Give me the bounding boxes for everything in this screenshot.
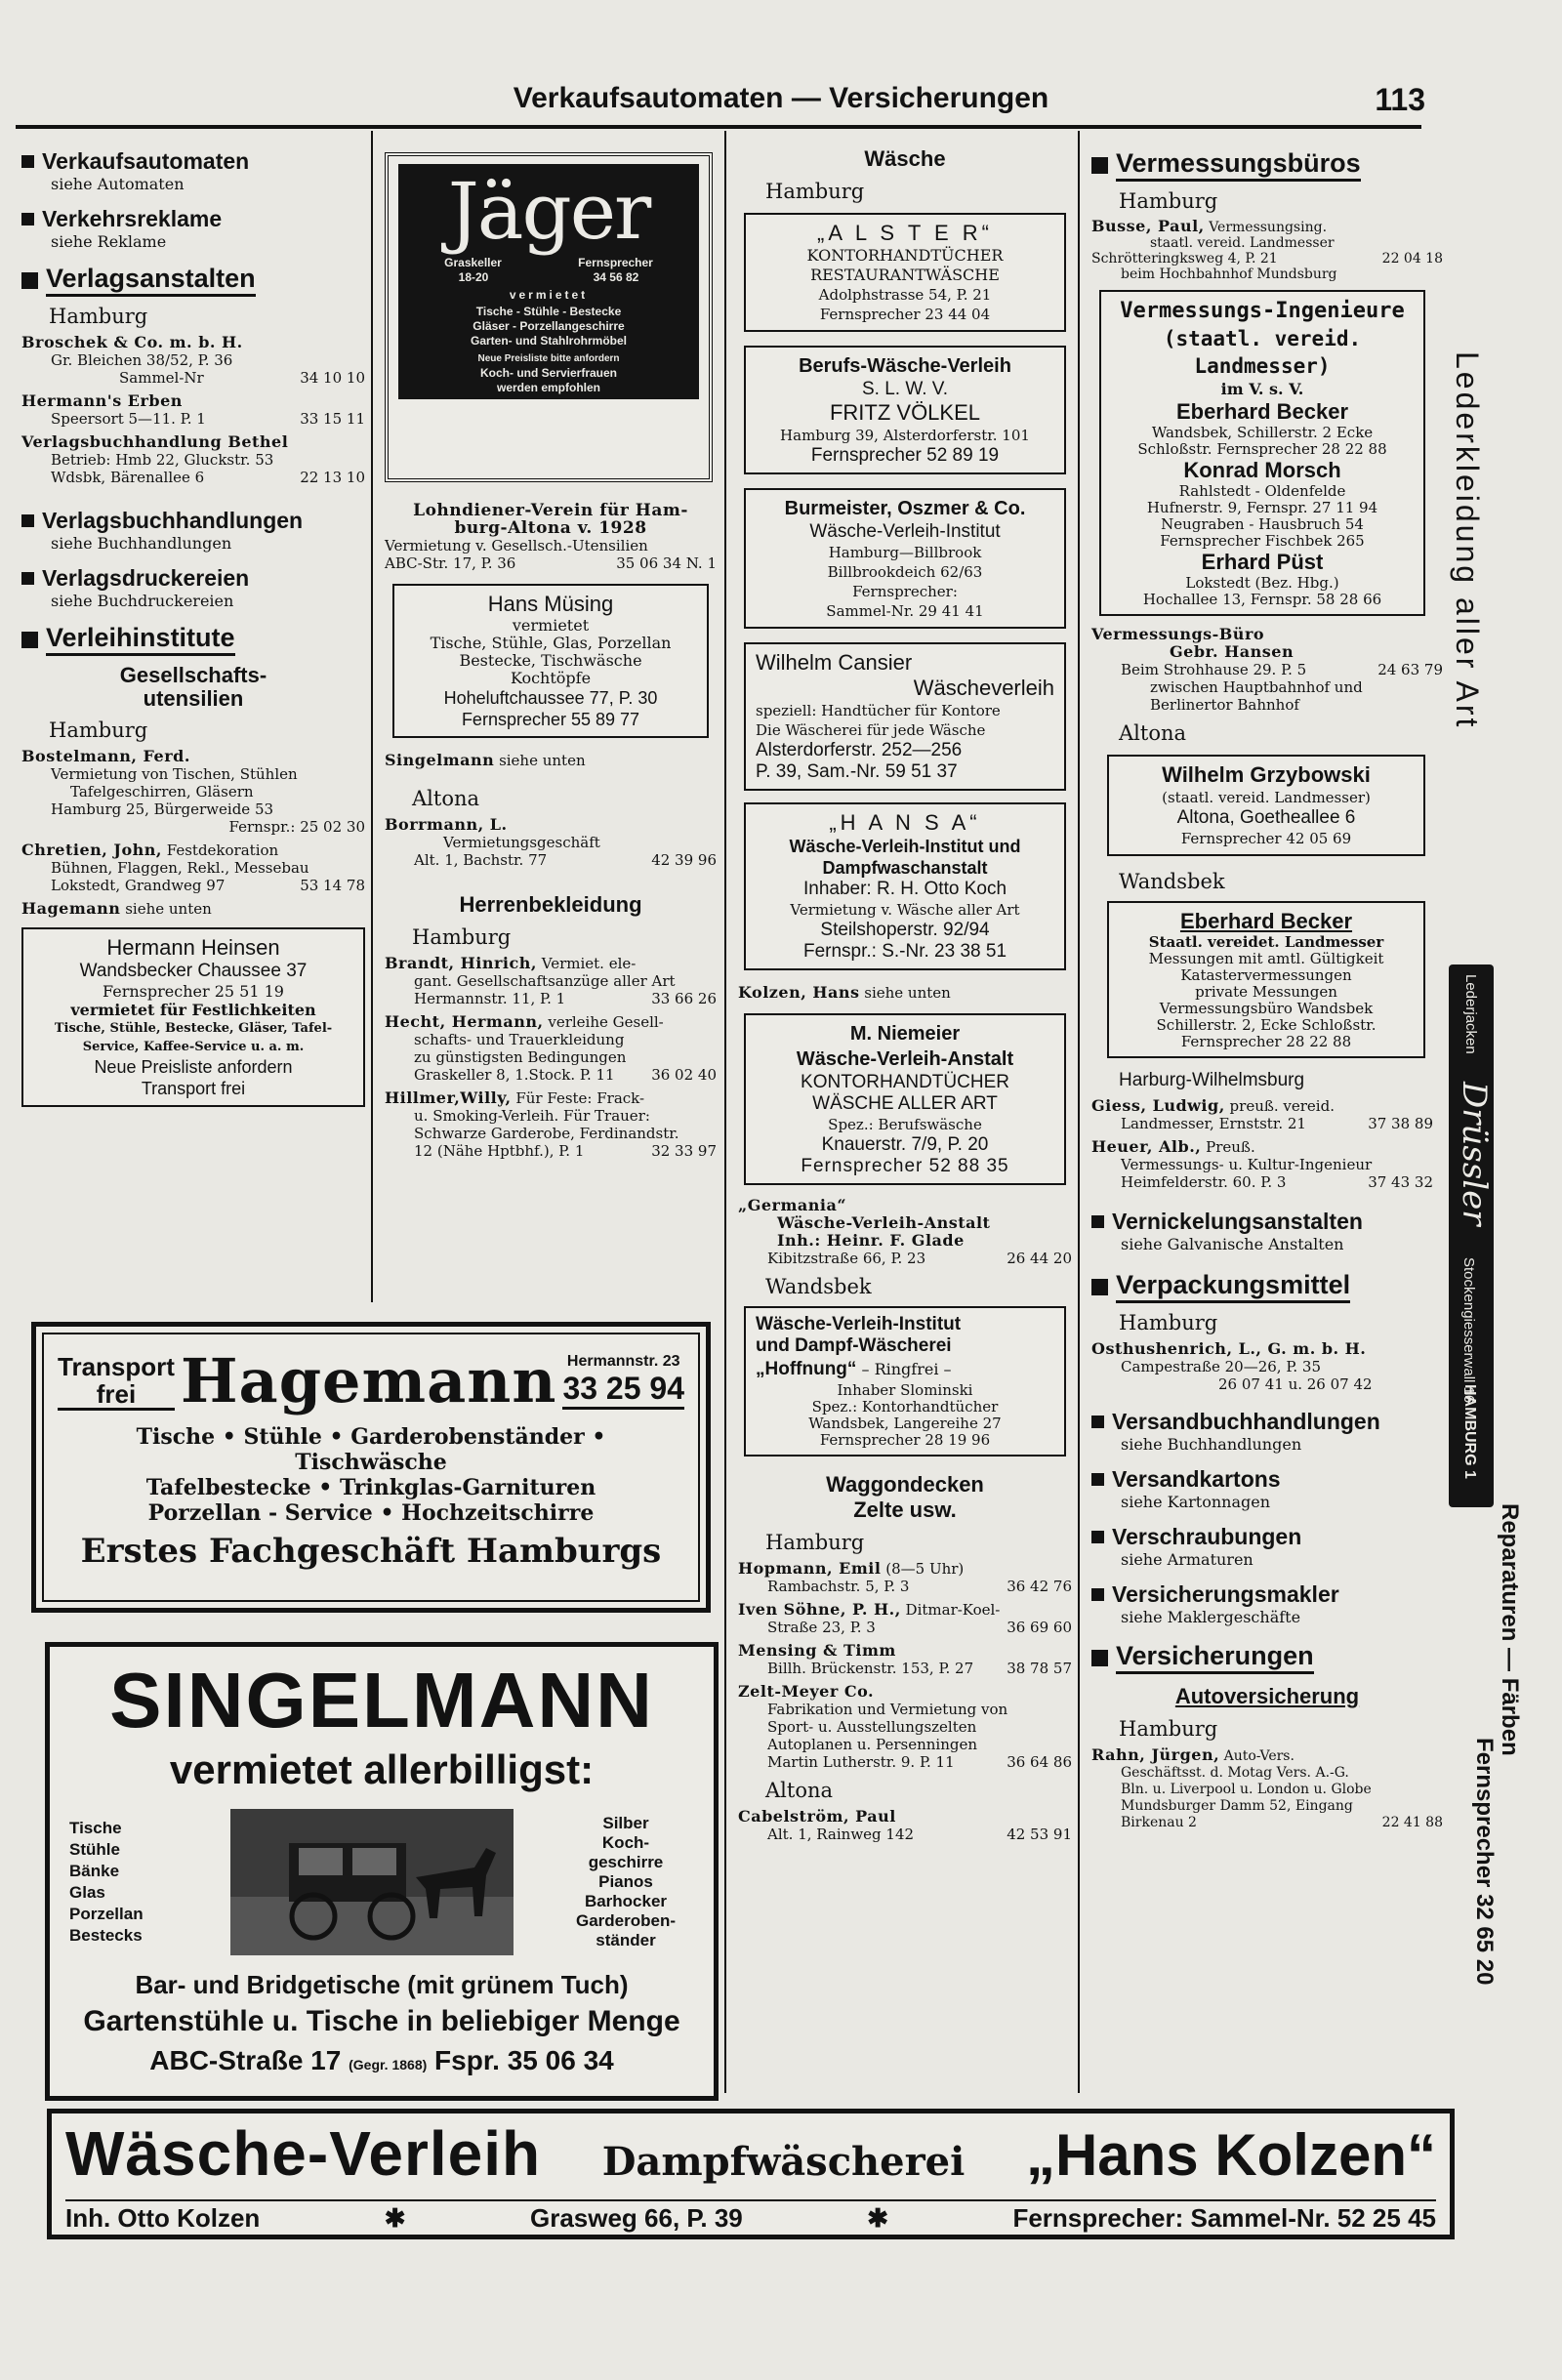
ad-list-item: Porzellan bbox=[69, 1905, 144, 1923]
city-heading: Hamburg bbox=[412, 925, 512, 949]
bullet-square-icon bbox=[21, 272, 38, 289]
listing-entry: Brandt, Hinrich, Vermiet. ele- gant. Gesellschaftsanzüge aller Art Hermannstr. 11, P. 1 33 66 26 bbox=[385, 954, 717, 1007]
section-heading: Versicherungen bbox=[1091, 1641, 1443, 1674]
listing-entry: Zelt-Meyer Co. Fabrikation und Vermietung von Sport- u. Ausstellungszelten Autoplanen u. Persenningen Martin Lutherstr. 9. P. 11 36 64 86 bbox=[738, 1682, 1072, 1771]
listing-entry: Busse, Paul, Vermessungsing. staatl. vereid. Landmesser Schrötteringksweg 4, P. 21 22 04 18 beim Hochbahnhof Mundsburg bbox=[1091, 217, 1443, 282]
section-heading: Waggondecken Zelte usw. bbox=[826, 1472, 984, 1522]
side-ad-text: Reparaturen — Färben bbox=[1497, 1503, 1523, 1756]
listing-entry: Hagemann siehe unten bbox=[21, 899, 212, 918]
ad-list-item: Barhocker bbox=[584, 1892, 668, 1910]
hagemann-ad: Transport frei Hagemann Hermannstr. 23 33 25 94 Tische • Stühle • Garderobenständer • Tischwäsche Tafelbestecke • Trinkglas-Garnituren Porzellan - Service • Hochzeitschirre Erstes Fachgeschäft Hamburgs bbox=[31, 1322, 711, 1613]
section-heading: Versicherungsmakler bbox=[1091, 1581, 1443, 1608]
page-header-title: Verkaufsautomaten — Versicherungen bbox=[513, 82, 1049, 114]
ad-list-item: geschirre bbox=[588, 1853, 664, 1871]
niemeier-ad-box: M. Niemeier Wäsche-Verleih-Anstalt KONTORHANDTÜCHER WÄSCHE ALLER ART Spez.: Berufswäsche Knauerstr. 7/9, P. 20 Fernsprecher 52 88 35 bbox=[744, 1013, 1066, 1185]
city-heading: Altona bbox=[1119, 721, 1187, 745]
listing-entry: Chretien, John, Festdekoration Bühnen, Flaggen, Rekl., Messebau Lokstedt, Grandweg 97 53 14 78 bbox=[21, 841, 365, 894]
listing-entry: Verlagsbuchhandlung Bethel Betrieb: Hmb 22, Gluckstr. 53 Wdsbk, Bärenallee 6 22 13 10 bbox=[21, 432, 365, 486]
section-heading: Vernickelungsanstalten bbox=[1091, 1209, 1443, 1235]
ad-list-item: Koch- bbox=[601, 1833, 650, 1852]
city-heading: Hamburg bbox=[49, 718, 148, 742]
city-heading: Altona bbox=[412, 787, 480, 810]
jaeger-ad-panel: Jäger Graskeller Fernsprecher 18-20 34 56 82 vermietet Tische - Stühle - Bestecke Gläser - Porzellangeschirre Garten- und Stahlrohrmöbel Neue Preisliste bitte anfordern Koch- und Servierfrauen werden empfohlen bbox=[398, 164, 699, 399]
city-heading: Altona bbox=[765, 1779, 834, 1802]
cross-reference: siehe Galvanische Anstalten bbox=[1121, 1235, 1344, 1253]
listing-entry: Heuer, Alb., Preuß. Vermessungs- u. Kultur-Ingenieur Heimfelderstr. 60. P. 3 37 43 32 bbox=[1091, 1137, 1433, 1191]
ad-list-item: Bänke bbox=[69, 1862, 120, 1880]
bullet-square-icon bbox=[1091, 1531, 1104, 1543]
ad-list-item: Stühle bbox=[69, 1840, 120, 1859]
section-heading: Verschraubungen bbox=[1091, 1524, 1443, 1550]
listing-entry: Hecht, Hermann, verleihe Gesell- schafts- und Trauerkleidung zu günstigsten Bedingungen Graskeller 8, 1.Stock. P. 11 36 02 40 bbox=[385, 1012, 717, 1084]
hoffnung-ad-box: Wäsche-Verleih-Institut und Dampf-Wäscherei „Hoffnung“ – Ringfrei – Inhaber Slominski Spez.: Kontorhandtücher Wandsbek, Langereihe 27 Fernsprecher 28 19 96 bbox=[744, 1306, 1066, 1457]
listing-entry: Giess, Ludwig, preuß. vereid. Landmesser, Ernststr. 21 37 38 89 bbox=[1091, 1096, 1433, 1132]
listing-entry: „Germania“ Wäsche-Verleih-Anstalt Inh.: Heinr. F. Glade Kibitzstraße 66, P. 23 26 44 20 bbox=[738, 1196, 1072, 1267]
kolzen-footer-ad: Wäsche-Verleih Dampfwäscherei „Hans Kolzen“ Inh. Otto Kolzen ✱ Grasweg 66, P. 39 ✱ Fernsprecher: Sammel-Nr. 52 25 45 bbox=[47, 2109, 1455, 2239]
section-heading: Herrenbekleidung bbox=[459, 892, 642, 917]
muesing-ad-box: Hans Müsing vermietet Tische, Stühle, Glas, Porzellan Bestecke, Tischwäsche Kochtöpfe Hoheluftchaussee 77, P. 30 Fernsprecher 55 89 77 bbox=[392, 584, 709, 738]
star-icon: ✱ bbox=[384, 2203, 406, 2233]
section-heading: Verkaufsautomaten bbox=[21, 148, 365, 175]
ingenieure-ad-box: Vermessungs-Ingenieure (staatl. vereid. Landmesser) im V. s. V. Eberhard Becker Wandsbek, Schillerstr. 2 Ecke Schloßstr. Fernsprecher 28 22 88 Konrad Morsch Rahlstedt - Oldenfelde Hufnerstr. 9, Fernspr. 27 11 94 Neugraben - Hausbruch 54 Fernsprecher Fischbek 265 Erhard Püst Lokstedt (Bez. Hbg.) Hochallee 13, Fernspr. 58 28 66 bbox=[1099, 290, 1425, 616]
grzybowski-ad-box: Wilhelm Grzybowski (staatl. vereid. Landmesser) Altona, Goetheallee 6 Fernsprecher 42 05 69 bbox=[1107, 755, 1425, 856]
bullet-square-icon bbox=[21, 572, 34, 585]
cross-reference: siehe Automaten bbox=[51, 175, 185, 193]
listing-entry: Lohndiener-Verein für Ham- burg-Altona v. 1928 Vermietung v. Gesellsch.-Utensilien ABC-Str. 17, P. 36 35 06 34 N. 1 bbox=[385, 501, 717, 572]
ad-list-item: Bestecks bbox=[69, 1926, 143, 1945]
ad-list-item: ständer bbox=[596, 1931, 656, 1949]
bullet-square-icon bbox=[21, 514, 34, 527]
listing-entry: Osthushenrich, L., G. m. b. H. Campestraße 20—26, P. 35 26 07 41 u. 26 07 42 bbox=[1091, 1339, 1373, 1393]
listing-entry: Vermessungs-Büro Gebr. Hansen Beim Strohhause 29. P. 5 24 63 79 zwischen Hauptbahnhof und Berlinertor Bahnhof bbox=[1091, 625, 1443, 714]
cross-reference: siehe Buchdruckereien bbox=[51, 592, 234, 610]
city-heading: Harburg-Wilhelmsburg bbox=[1119, 1070, 1305, 1090]
section-heading: Verlagsanstalten bbox=[21, 264, 365, 297]
singelmann-ad: SINGELMANN vermietet allerbilligst: Tische Stühle Bänke Glas Porzellan Bestecks Silber Koch- geschirre Pianos Barhocker Garderoben- ständer Bar- und Bridgetische (mit grünem Tuch) Gartenstühle u. Tische in beliebiger Menge ABC-Straße 17 (Gegr. 1868) Fspr. 35 06 34 bbox=[45, 1642, 719, 2101]
singelmann-left-list bbox=[69, 1818, 186, 1947]
ad-list-item: Silber bbox=[602, 1814, 649, 1832]
page-number: 113 bbox=[1375, 82, 1425, 117]
header-rule bbox=[16, 125, 1421, 129]
cross-reference: siehe Maklergeschäfte bbox=[1121, 1608, 1301, 1626]
section-heading: Wäsche bbox=[864, 146, 946, 171]
city-heading: Hamburg bbox=[765, 1531, 865, 1554]
city-heading: Hamburg bbox=[1119, 1311, 1218, 1334]
column-divider bbox=[371, 131, 373, 1302]
ad-list-item: Tische bbox=[69, 1819, 122, 1837]
heinsen-ad-box: Hermann Heinsen Wandsbecker Chaussee 37 Fernsprecher 25 51 19 vermietet für Festlichkeiten Tische, Stühle, Bestecke, Gläser, Tafel- Service, Kaffee-Service u. a. m. Neue Preisliste anfordern Transport frei bbox=[21, 927, 365, 1107]
jaeger-logo: Jäger bbox=[447, 166, 650, 257]
bullet-square-icon bbox=[1091, 1279, 1108, 1295]
listing-entry: Kolzen, Hans siehe unten bbox=[738, 983, 951, 1002]
listing-entry: Mensing & Timm Billh. Brückenstr. 153, P. 27 38 78 57 bbox=[738, 1641, 1072, 1677]
berufs-ad-box: Berufs-Wäsche-Verleih S. L. W. V. FRITZ VÖLKEL Hamburg 39, Alsterdorferstr. 101 Fernsprecher 52 89 19 bbox=[744, 346, 1066, 474]
bullet-square-icon bbox=[21, 155, 34, 168]
cansier-ad-box: Wilhelm Cansier Wäscheverleih speziell: Handtücher für Kontore Die Wäscherei für jede Wäsche Alsterdorferstr. 252—256 P. 39, Sam.-Nr. 59 51 37 bbox=[744, 642, 1066, 791]
column-2 bbox=[385, 496, 717, 1166]
bullet-square-icon bbox=[1091, 1416, 1104, 1428]
hansa-ad-box: „H A N S A“ Wäsche-Verleih-Institut und Dampfwaschanstalt Inhaber: R. H. Otto Koch Vermietung v. Wäsche aller Art Steilshoperstr. 92/94 Fernspr.: S.-Nr. 23 38 51 bbox=[744, 802, 1066, 970]
hagemann-logo: Hagemann bbox=[180, 1345, 557, 1416]
subsection-heading: Autoversicherung bbox=[1174, 1684, 1360, 1708]
singelmann-right-list bbox=[557, 1814, 694, 1950]
section-heading: Versandbuchhandlungen bbox=[1091, 1409, 1443, 1435]
listing-entry: Singelmann siehe unten bbox=[385, 751, 586, 769]
column-divider bbox=[1078, 131, 1080, 2093]
listing-entry: Borrmann, L. Vermietungsgeschäft Alt. 1, Bachstr. 77 42 39 96 bbox=[385, 815, 717, 869]
drussler-logo-panel: Lederjacken Drüssler Stockengiesserwall 16 HAMBURG 1 bbox=[1449, 964, 1494, 1507]
column-4 bbox=[1091, 137, 1443, 1837]
listing-entry: Hopmann, Emil (8—5 Uhr) Rambachstr. 5, P. 3 36 42 76 bbox=[738, 1559, 1072, 1595]
bullet-square-icon bbox=[1091, 1215, 1104, 1228]
city-heading: Hamburg bbox=[49, 305, 148, 328]
ad-list-item: Pianos bbox=[598, 1872, 653, 1891]
column-1 bbox=[21, 137, 365, 1107]
city-heading: Hamburg bbox=[1119, 1717, 1218, 1741]
listing-entry: Broschek & Co. m. b. H. Gr. Bleichen 38/52, P. 36 Sammel-Nr 34 10 10 bbox=[21, 333, 365, 387]
column-3 bbox=[738, 143, 1072, 1849]
singelmann-logo: SINGELMANN bbox=[109, 1657, 654, 1744]
jaeger-ad bbox=[385, 152, 713, 482]
bullet-square-icon bbox=[1091, 1473, 1104, 1486]
listing-entry: Hermann's Erben Speersort 5—11. P. 1 33 15 11 bbox=[21, 391, 365, 428]
side-ad-text: Fernsprecher 32 65 20 bbox=[1471, 1738, 1498, 1986]
bullet-square-icon bbox=[21, 632, 38, 648]
ad-list-item: Glas bbox=[69, 1883, 105, 1902]
cross-reference: siehe Reklame bbox=[51, 232, 167, 251]
city-heading: Hamburg bbox=[1119, 189, 1218, 213]
horse-carriage-photo bbox=[230, 1809, 514, 1955]
city-heading: Hamburg bbox=[765, 180, 865, 203]
section-heading: Verkehrsreklame bbox=[21, 206, 365, 232]
bullet-square-icon bbox=[1091, 1650, 1108, 1666]
side-ad-text: Lederkleidung aller Art bbox=[1450, 351, 1485, 730]
listing-entry: Iven Söhne, P. H., Ditmar-Koel- Straße 23, P. 3 36 69 60 bbox=[738, 1600, 1072, 1636]
subsection-heading: Gesellschafts- utensilien bbox=[119, 663, 267, 711]
cross-reference: siehe Armaturen bbox=[1121, 1550, 1254, 1569]
listing-entry: Bostelmann, Ferd. Vermietung von Tischen, Stühlen Tafelgeschirren, Gläsern Hamburg 25, Bürgerweide 53 Fernspr.: 25 02 30 bbox=[21, 747, 365, 836]
listing-entry: Cabelström, Paul Alt. 1, Rainweg 142 42 53 91 bbox=[738, 1807, 1072, 1843]
section-heading: Verleihinstitute bbox=[21, 623, 365, 656]
bullet-square-icon bbox=[1091, 1588, 1104, 1601]
section-heading: Verlagsdruckereien bbox=[21, 565, 365, 592]
star-icon: ✱ bbox=[867, 2203, 888, 2233]
section-heading: Versandkartons bbox=[1091, 1466, 1443, 1493]
section-heading: Vermessungsbüros bbox=[1091, 148, 1443, 182]
drussler-script-logo: Drüssler bbox=[1455, 1082, 1494, 1226]
cross-reference: siehe Buchhandlungen bbox=[1121, 1435, 1302, 1454]
city-heading: Wandsbek bbox=[1119, 870, 1225, 893]
cross-reference: siehe Kartonnagen bbox=[1121, 1493, 1271, 1511]
cross-reference: siehe Buchhandlungen bbox=[51, 534, 232, 553]
column-divider bbox=[724, 131, 726, 2093]
city-heading: Wandsbek bbox=[765, 1275, 872, 1298]
alster-ad-box: „A L S T E R“ KONTORHANDTÜCHER RESTAURANTWÄSCHE Adolphstrasse 54, P. 21 Fernsprecher 23 44 04 bbox=[744, 213, 1066, 332]
bullet-square-icon bbox=[1091, 157, 1108, 174]
section-heading: Verpackungsmittel bbox=[1091, 1270, 1443, 1303]
becker-ad-box: Eberhard Becker Staatl. vereidet. Landmesser Messungen mit amtl. Gültigkeit Katastervermessungen private Messungen Vermessungsbüro Wandsbek Schillerstr. 2, Ecke Schloßstr. Fernsprecher 28 22 88 bbox=[1107, 901, 1425, 1058]
burmeister-ad-box: Burmeister, Oszmer & Co. Wäsche-Verleih-Institut Hamburg—Billbrook Billbrookdeich 62/63 Fernsprecher: Sammel-Nr. 29 41 41 bbox=[744, 488, 1066, 629]
bullet-square-icon bbox=[21, 213, 34, 226]
section-heading: Verlagsbuchhandlungen bbox=[21, 508, 365, 534]
ad-list-item: Garderoben- bbox=[575, 1911, 677, 1930]
listing-entry: Rahn, Jürgen, Auto-Vers. Geschäftsst. d. Motag Vers. A.-G. Bln. u. Liverpool u. London u. Globe Mundsburger Damm 52, Eingang Birkenau 2 22 41 88 bbox=[1091, 1745, 1443, 1830]
listing-entry: Hillmer,Willy, Für Feste: Frack- u. Smoking-Verleih. Für Trauer: Schwarze Garderobe, Ferdinandstr. 12 (Nähe Hptbhf.), P. 1 32 33 97 bbox=[385, 1088, 717, 1160]
